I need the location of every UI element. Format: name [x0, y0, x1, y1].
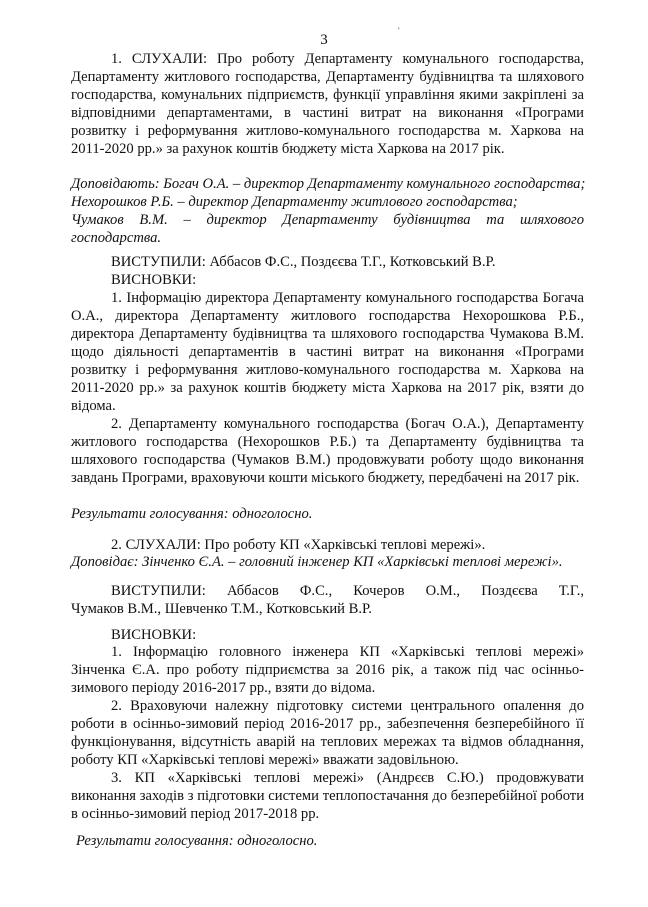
item1-reporter-1: Доповідають: Богач О.А. – директор Департаменту комунального господарства;: [71, 176, 586, 192]
item1-conclusion-2: 2. Департаменту комунального господарства (Богач О.А.), Департаменту житлового господарства (Нехорошков Р.Б.) та Департаменту будівництва та шляхового господарства (Чумаков В.М.) продовжувати роботу щодо виконання завдань Програми, враховуючи кошти міського бюджету, передбачені на 2017 рік.: [71, 416, 584, 486]
item1-heard-first-line: 1. СЛУХАЛИ: Про роботу Департаменту комунального господарства,: [111, 51, 584, 67]
scan-mark: ': [398, 26, 400, 36]
item2-reporter: Доповідає: Зінченко Є.А. – головний інженер КП «Харківські теплові мережі».: [71, 554, 563, 570]
item1-reporter-3: Чумаков В.М. – директор Департаменту будівництва та шляхового господарства.: [71, 212, 584, 246]
item1-reporter-2: Нехорошков Р.Б. – директор Департаменту житлового господарства;: [71, 194, 518, 210]
item1-vote-result: Результати голосування: одноголосно.: [71, 506, 313, 522]
item2-spoke: ВИСТУПИЛИ: Аббасов Ф.С., Кочеров О.М., Поздєєва Т.Г.,: [111, 583, 584, 599]
item2-conclusions-label: ВИСНОВКИ:: [111, 627, 197, 643]
item2-spoke-cont: Чумаков В.М., Шевченко Т.М., Котковський В.Р.: [71, 601, 372, 617]
item1-heard-text: Департаменту житлового господарства, Департаменту будівництва та шляхового господарства, комунальних підприємств, функції управління якими закріплені за відповідними департаментами, в частині витрат на виконання «Програми розвитку і реформування житлово-комунального господарства м. Харкова на 2011-2020 рр.» за рахунок коштів бюджету міста Харкова на 2017 рік.: [71, 69, 584, 157]
item2-heard: 2. СЛУХАЛИ: Про роботу КП «Харківські теплові мережі».: [111, 537, 486, 553]
page-number: 3: [320, 32, 328, 48]
item2-conclusion-2: 2. Враховуючи належну підготовку системи центрального опалення до роботи в осінньо-зимовий період 2016-2017 рр., забезпечення безперебійного її функціонування, відсутність аварій на теплових мережах та відмов обладнання, роботу КП «Харківські теплові мережі» вважати задовільною.: [71, 698, 584, 768]
item1-conclusions: [71, 289, 584, 487]
item2-conclusion-1: 1. Інформацію головного інженера КП «Харківські теплові мережі» Зінченка Є.А. про роботу підприємства за 2016 рік, а також під час осінньо-зимового періоду 2016-2017 рр., взяти до відома.: [71, 644, 584, 696]
item1-spoke: ВИСТУПИЛИ: Аббасов Ф.С., Поздєєва Т.Г., Котковський В.Р.: [111, 254, 496, 270]
item1-conclusion-1: 1. Інформацію директора Департаменту комунального господарства Богача О.А., директора Департаменту житлового господарства Нехорошкова Р.Б., директора Департаменту будівництва та шляхового господарства Чумакова В.М. щодо діяльності департаментів в частині витрат на виконання «Програми розвитку і реформування житлово-комунального господарства м. Харкова на 2011-2020 рр.» за рахунок коштів бюджету міста Харкова на 2017 рік, взяти до відома.: [71, 290, 584, 414]
item2-vote-result: Результати голосування: одноголосно.: [76, 833, 318, 849]
item2-conclusion-3: 3. КП «Харківські теплові мережі» (Андрєєв С.Ю.) продовжувати виконання заходів з підготовки системи теплопостачання до безперебійної роботи в осінньо-зимовий період 2017-2018 рр.: [71, 770, 584, 822]
item1-conclusions-label: ВИСНОВКИ:: [111, 272, 197, 288]
item2-conclusions: [71, 643, 584, 823]
